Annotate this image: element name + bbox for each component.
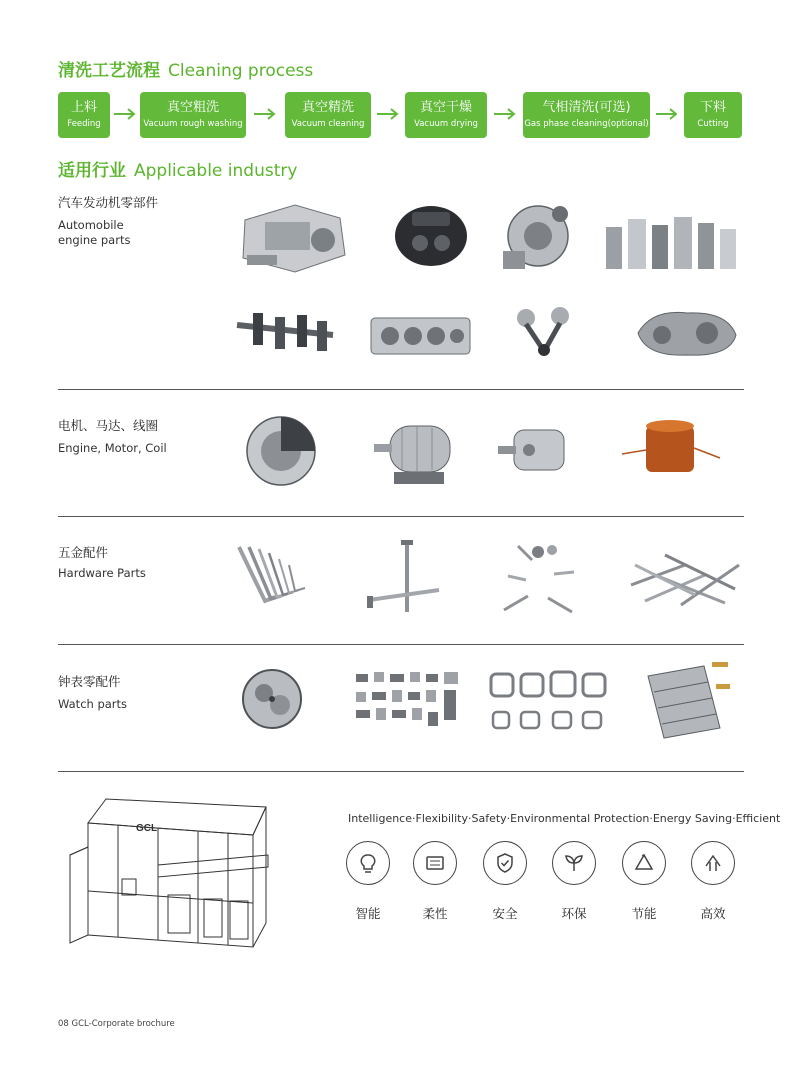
category-automobile-en: Automobile engine parts: [58, 218, 131, 247]
feature-environment: [552, 841, 596, 885]
dc-motor-image: [494, 420, 572, 480]
arrow-right-icon: [654, 106, 680, 122]
small-fasteners-image: [498, 540, 580, 618]
feature-label: 安全: [492, 906, 518, 921]
industry-title-zh: 适用行业: [58, 161, 126, 181]
copper-coil-image: [620, 418, 724, 480]
watch-cases-image: [487, 668, 611, 734]
feature-safety: [483, 841, 527, 885]
industry-heading: [58, 156, 297, 181]
process-step-vacuum-drying: 真空干燥 Vacuum drying: [405, 92, 487, 138]
module-icon: [424, 852, 446, 874]
category-motor-zh: 电机、马达、线圈: [58, 418, 159, 433]
arrow-right-icon: [252, 106, 278, 122]
section-divider: [58, 644, 744, 645]
crankshaft-image: [235, 305, 335, 355]
cylinder-head-image: [368, 312, 473, 360]
timing-cover-image: [632, 305, 740, 360]
fuel-pump-image: [498, 196, 578, 278]
hex-keys-image: [235, 543, 315, 609]
feature-label: 节能: [631, 906, 657, 921]
category-automobile-zh: 汽车发动机零部件: [58, 195, 159, 210]
watch-movement-image: [240, 667, 304, 731]
feature-efficiency: [691, 841, 735, 885]
process-title-en: Cleaning process: [168, 61, 314, 81]
motor-cutaway-image: [240, 410, 322, 492]
feature-flexibility: [413, 841, 457, 885]
category-hardware-zh: 五金配件: [58, 545, 109, 560]
watch-band-image: [640, 658, 734, 744]
feature-label: 高效: [700, 906, 726, 921]
process-step-feeding: 上料 Feeding: [58, 92, 110, 138]
feature-energy-saving: [622, 841, 666, 885]
section-divider: [58, 771, 744, 772]
arrow-right-icon: [375, 106, 401, 122]
section-divider: [58, 389, 744, 390]
arrow-right-icon: [112, 106, 138, 122]
arrow-right-icon: [492, 106, 518, 122]
machine-logo: GCL: [136, 823, 158, 834]
category-watch-en: Watch parts: [58, 697, 128, 711]
watch-components-image: [352, 668, 464, 732]
process-step-cutting: 下料 Cutting: [684, 92, 742, 138]
v-engine-image: [390, 198, 472, 270]
engine-block-image: [235, 200, 351, 275]
page-footer: 08 GCL-Corporate brochure: [58, 1019, 175, 1029]
efficiency-arrows-icon: [702, 852, 724, 874]
connecting-rods-image: [512, 306, 578, 358]
screws-image: [365, 538, 445, 618]
cleaning-machine-illustration: [58, 795, 273, 955]
section-divider: [58, 516, 744, 517]
electric-motor-image: [372, 416, 462, 488]
process-step-vacuum-cleaning: 真空精洗 Vacuum cleaning: [285, 92, 371, 138]
leaf-icon: [563, 852, 585, 874]
feature-intelligence: [346, 841, 390, 885]
pistons-image: [598, 207, 744, 277]
nails-pile-image: [625, 545, 743, 611]
category-hardware-en: Hardware Parts: [58, 566, 146, 580]
lightbulb-icon: [357, 852, 379, 874]
category-watch-zh: 钟表零配件: [58, 674, 121, 689]
process-step-rough-washing: 真空粗洗 Vacuum rough washing: [140, 92, 246, 138]
feature-label: 柔性: [422, 906, 448, 921]
process-step-gas-phase: 气相清洗(可选) Gas phase cleaning(optional): [523, 92, 650, 138]
recycle-icon: [633, 852, 655, 874]
industry-title-en: Applicable industry: [134, 161, 298, 181]
feature-label: 环保: [561, 906, 587, 921]
category-motor-en: Engine, Motor, Coil: [58, 441, 167, 455]
features-caption: Intelligence·Flexibility·Safety·Environmental Protection·Energy Saving·Efficient: [348, 812, 781, 825]
process-title-zh: 清洗工艺流程: [58, 61, 160, 81]
feature-label: 智能: [355, 906, 381, 921]
shield-check-icon: [494, 852, 516, 874]
process-heading: [58, 56, 313, 81]
